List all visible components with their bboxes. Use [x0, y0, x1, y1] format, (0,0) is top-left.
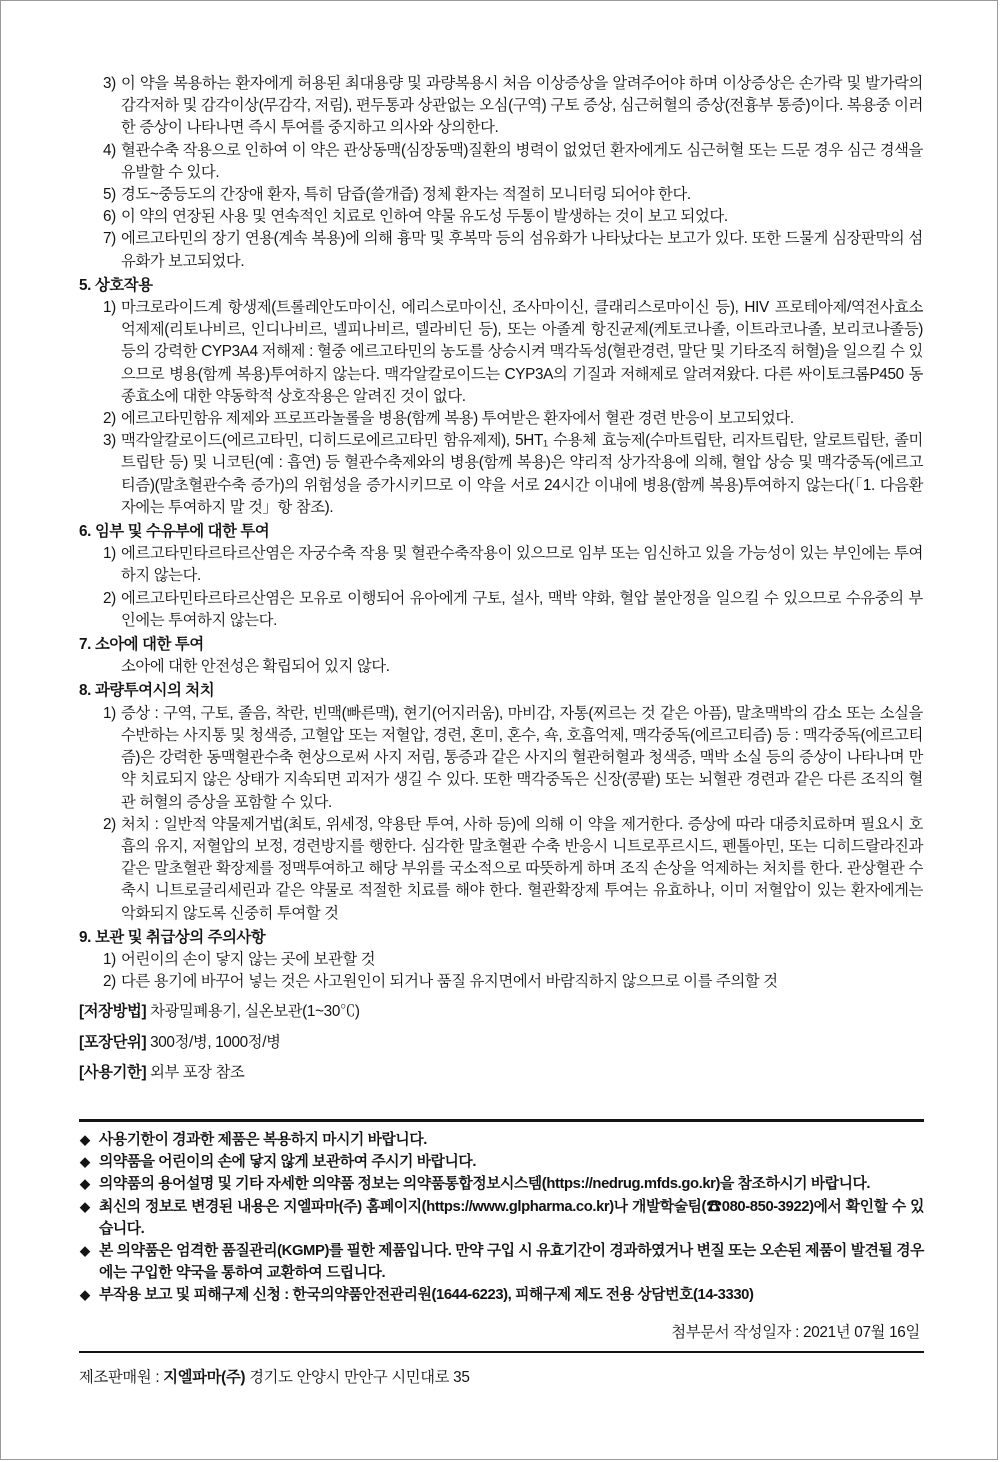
- notices: [79, 1129, 924, 1307]
- interaction-text: 에르고타민함유 제제와 프로프라놀롤을 병용(함께 복용) 투여받은 환자에서 혈관 경련 반응이 보고되었다.: [121, 410, 794, 428]
- section-heading-interactions: 5. 상호작용: [79, 276, 153, 294]
- expiry-label: [사용기한]: [79, 1063, 147, 1081]
- notice-item: ◆ 의약품을 어린이의 손에 닿지 않게 보관하여 주시기 바랍니다.: [79, 1151, 924, 1173]
- diamond-bullet-icon: ◆: [80, 1176, 90, 1192]
- notice-item: ◆ 사용기한이 경과한 제품은 복용하지 마시기 바랍니다.: [79, 1129, 924, 1151]
- pregnancy-text: 에르고타민타르타르산염은 모유로 이행되어 유아에게 구토, 설사, 맥박 약화, 혈압 불안정을 일으킬 수 있으므로 수유중의 부인에는 투여하지 않는다.: [121, 589, 923, 629]
- diamond-bullet-icon: ◆: [80, 1154, 90, 1170]
- interaction-item-1: 1) 마크로라이드계 항생제(트롤레안도마이신, 에리스로마이신, 조사마이신, 클래리스로마이신 등), HIV 프로테아제/역전사효소억제제(리토나비르, 인디나비르, 넬피나비르, 델라비딘 등), 또는 아졸계 항진균제(케토코나졸, 이트라코나졸, 보리코나졸등) 등의 강력한 CYP3A4 저해제 : 혈중 에르고타민의 농도를 상승시켜 맥각독성(혈관경련, 말단 및 기타조직 허혈)을 일으킬 수 있으므로 병용(함께 복용)투여하지 않는다. 맥각알칼로이드는 CYP3A의 기질과 저해제로 알려져왔다. 다른 싸이토크롬P450 동종효소에 대한 약동학적 상호작용은 알려진 것이 없다.: [103, 299, 923, 405]
- precaution-item-7: 7) 에르고타민의 장기 연용(계속 복용)에 의해 흉막 및 후복막 등의 섬유화가 나타났다는 보고가 있다. 또한 드물게 심장판막의 섬유화가 보고되었다.: [103, 230, 923, 270]
- precaution-text: 이 약의 연장된 사용 및 연속적인 치료로 인하여 약물 유도성 두통이 발생하는 것이 보고 되었다.: [121, 208, 728, 226]
- interaction-text: 마크로라이드계 항생제(트롤레안도마이신, 에리스로마이신, 조사마이신, 클래리스로마이신 등), HIV 프로테아제/역전사효소억제제(리토나비르, 인디나비르, 넬피나비르, 델라비딘 등), 또는 아졸계 항진균제(케토코나졸, 이트라코나졸, 보리코나졸등) 등의 강력한 CYP3A4 저해제 : 혈중 에르고타민의 농도를 상승시켜 맥각독성(혈관경련, 말단 및 기타조직 허혈)을 일으킬 수 있으므로 병용(함께 복용)투여하지 않는다. 맥각알칼로이드는 CYP3A의 기질과 저해제로 알려져왔다. 다른 싸이토크롬P450 동종효소에 대한 약동학적 상호작용은 알려진 것이 없다.: [121, 299, 923, 405]
- manufacturer-company: 지엘파마(주): [163, 1369, 246, 1386]
- precaution-text: 혈관수축 작용으로 인하여 이 약은 관상동맥(심장동맥)질환의 병력이 없었던 환자에게도 심근허혈 또는 드문 경우 심근 경색을 유발할 수 있다.: [121, 141, 923, 181]
- overdose-item-2: 2) 처치 : 일반적 약물제거법(최토, 위세정, 약용탄 투여, 사하 등)에 의해 이 약을 제거한다. 증상에 따라 대증치료하며 필요시 호흡의 유지, 저혈압의 보정, 경련방지를 행한다. 심각한 말초혈관 수축 반응시 니트로푸르시드, 펜톨아민, 또는 디히드랄라진과 같은 말초혈관 확장제를 정맥투여하고 해당 부위를 국소적으로 따뜻하게 하며 조직 손상을 억제하는 처치를 한다. 관상혈관 수축시 니트로글리세린과 같은 약물로 적절한 치료를 해야 한다. 혈관확장제 투여는 유효하나, 이미 저혈압이 있는 환자에게는 악화되지 않도록 신중히 투여할 것: [103, 815, 923, 922]
- expiry: [79, 1062, 923, 1084]
- notice-item: ◆ 부작용 보고 및 피해구제 신청 : 한국의약품안전관리원(1644-6223), 피해구제 제도 전용 상담번호(14-3330): [79, 1284, 924, 1306]
- package-unit-label: [포장단위]: [79, 1033, 147, 1051]
- storage-item-2: 2) 다른 용기에 바꾸어 넣는 것은 사고원인이 되거나 품질 유지면에서 바람직하지 않으므로 이를 주의할 것: [103, 973, 778, 991]
- manufacturer-label: 제조판매원 :: [79, 1369, 160, 1386]
- manufacturer-address: 경기도 안양시 만안구 시민대로 35: [249, 1369, 470, 1386]
- notice-item: ◆ 본 의약품은 엄격한 품질관리(KGMP)를 필한 제품입니다. 만약 구입 시 유효기간이 경과하였거나 변질 또는 오손된 제품이 발견될 경우에는 구입한 약국을 통하여 교환하여 드립니다.: [79, 1240, 924, 1284]
- storage-method: [79, 1001, 923, 1023]
- section-heading-pediatric: 7. 소아에 대한 투여: [79, 636, 204, 654]
- storage-text: 다른 용기에 바꾸어 넣는 것은 사고원인이 되거나 품질 유지면에서 바람직하지 않으므로 이를 주의할 것: [121, 973, 778, 991]
- diamond-bullet-icon: ◆: [80, 1132, 90, 1147]
- package-unit: [79, 1032, 923, 1054]
- document-date: 첨부문서 작성일자 : 2021년 07월 16일: [671, 1324, 920, 1341]
- diamond-bullet-icon: ◆: [80, 1198, 90, 1214]
- notice-item: ◆ 최신의 정보로 변경된 내용은 지엘파마(주) 홈페이지(https://www.glpharma.co.kr)나 개발학술팀(☎080-850-3922)에서 확인할 수 있습니다.: [79, 1196, 924, 1240]
- overdose-item-1: 1) 증상 : 구역, 구토, 졸음, 착란, 빈맥(빠른맥), 현기(어지러움), 마비감, 자통(찌르는 것 같은 아픔), 말초맥박의 감소 또는 소실을 수반하는 사지통 및 청색증, 고혈압 또는 저혈압, 경련, 혼미, 혼수, 쇽, 호흡억제, 맥각중독(에르고티즘) 등 : 맥각중독(에르고티즘)은 강력한 동맥혈관수축 현상으로써 사지 저림, 통증과 같은 사지의 혈관허혈과 청색증, 맥박 소실 등의 증상이 나타나며 만약 치료되지 않은 상태가 지속되면 괴저가 생길 수 있다. 또한 맥각중독은 신장(콩팥) 또는 뇌혈관 경련과 같은 다른 조직의 혈관 허혈의 증상을 포함할 수 있다.: [103, 704, 923, 811]
- overdose-text: 증상 : 구역, 구토, 졸음, 착란, 빈맥(빠른맥), 현기(어지러움), 마비감, 자통(찌르는 것 같은 아픔), 말초맥박의 감소 또는 소실을 수반하는 사지통 및 청색증, 고혈압 또는 저혈압, 경련, 혼미, 혼수, 쇽, 호흡억제, 맥각중독(에르고티즘) 등 : 맥각중독(에르고티즘)은 강력한 동맥혈관수축 현상으로써 사지 저림, 통증과 같은 사지의 혈관허혈과 청색증, 맥박 소실 등의 증상이 나타나며 만약 치료되지 않은 상태가 지속되면 괴저가 생길 수 있다. 또한 맥각중독은 신장(콩팥) 또는 뇌혈관 경련과 같은 다른 조직의 혈관 허혈의 증상을 포함할 수 있다.: [121, 704, 923, 811]
- interaction-text: 맥각알칼로이드(에르고타민, 디히드로에르고타민 함유제제), 5HT₁ 수용체 효능제(수마트립탄, 리자트립탄, 알로트립탄, 졸미트립탄 등) 및 니코틴(예 : 흡연) 등 혈관수축제와의 병용(함께 복용)은 약리적 상가작용에 의해, 혈압 상승 및 맥각중독(에르고티즘)(말초혈관수축 증가)의 위험성을 증가시키므로 이 약을 서로 24시간 이내에 병용(함께 복용)투여하지 않는다(「1. 다음환자에는 투여하지 말 것」항 참조).: [121, 432, 923, 516]
- interaction-item-2: 2) 에르고타민함유 제제와 프로프라놀롤을 병용(함께 복용) 투여받은 환자에서 혈관 경련 반응이 보고되었다.: [103, 410, 794, 428]
- package-unit-value: 300정/병, 1000정/병: [150, 1033, 281, 1051]
- diamond-bullet-icon: ◆: [80, 1243, 90, 1259]
- storage-item-1: 1) 어린이의 손이 닿지 않는 곳에 보관할 것: [103, 950, 376, 968]
- section-heading-overdose: 8. 과량투여시의 처치: [79, 682, 215, 700]
- storage-text: 어린이의 손이 닿지 않는 곳에 보관할 것: [121, 950, 376, 968]
- precaution-text: 이 약을 복용하는 환자에게 허용된 최대용량 및 과량복용시 처음 이상증상을 알려주어야 하며 이상증상은 손가락 및 발가락의 감각저하 및 감각이상(무감각, 저림), 편두통과 상관없는 오심(구역) 구토 증상, 심근허혈의 증상(전흉부 통증)이다. 복용중 이러한 증상이 나타나면 즉시 투여를 중지하고 의사와 상의한다.: [121, 75, 923, 137]
- precaution-item-6: 6) 이 약의 연장된 사용 및 연속적인 치료로 인하여 약물 유도성 두통이 발생하는 것이 보고 되었다.: [103, 208, 728, 226]
- section-divider-top: [79, 1119, 924, 1122]
- section-divider-bottom: [79, 1351, 924, 1353]
- document-body: [79, 73, 923, 1084]
- overdose-text: 처치 : 일반적 약물제거법(최토, 위세정, 약용탄 투여, 사하 등)에 의해 이 약을 제거한다. 증상에 따라 대증치료하며 필요시 호흡의 유지, 저혈압의 보정, 경련방지를 행한다. 심각한 말초혈관 수축 반응시 니트로푸르시드, 펜톨아민, 또는 디히드랄라진과 같은 말초혈관 확장제를 정맥투여하고 해당 부위를 국소적으로 따뜻하게 하며 조직 손상을 억제하는 처치를 한다. 관상혈관 수축시 니트로글리세린과 같은 약물로 적절한 치료를 해야 한다. 혈관확장제 투여는 유효하나, 이미 저혈압이 있는 환자에게는 악화되지 않도록 신중히 투여할 것: [121, 815, 923, 922]
- precaution-item-3: 3) 이 약을 복용하는 환자에게 허용된 최대용량 및 과량복용시 처음 이상증상을 알려주어야 하며 이상증상은 손가락 및 발가락의 감각저하 및 감각이상(무감각, 저림), 편두통과 상관없는 오심(구역) 구토 증상, 심근허혈의 증상(전흉부 통증)이다. 복용중 이러한 증상이 나타나면 즉시 투여를 중지하고 의사와 상의한다.: [103, 75, 923, 137]
- manufacturer: [79, 1365, 470, 1387]
- pregnancy-item-2: 2) 에르고타민타르타르산염은 모유로 이행되어 유아에게 구토, 설사, 맥박 약화, 혈압 불안정을 일으킬 수 있으므로 수유중의 부인에는 투여하지 않는다.: [103, 589, 923, 629]
- diamond-bullet-icon: ◆: [80, 1287, 90, 1303]
- interaction-item-3: 3) 맥각알칼로이드(에르고타민, 디히드로에르고타민 함유제제), 5HT₁ 수용체 효능제(수마트립탄, 리자트립탄, 알로트립탄, 졸미트립탄 등) 및 니코틴(예 : 흡연) 등 혈관수축제와의 병용(함께 복용)은 약리적 상가작용에 의해, 혈압 상승 및 맥각중독(에르고티즘)(말초혈관수축 증가)의 위험성을 증가시키므로 이 약을 서로 24시간 이내에 병용(함께 복용)투여하지 않는다(「1. 다음환자에는 투여하지 말 것」항 참조).: [103, 432, 923, 516]
- notice-item: ◆ 의약품의 용어설명 및 기타 자세한 의약품 정보는 의약품통합정보시스템(https://nedrug.mfds.go.kr)을 참조하시기 바랍니다.: [79, 1173, 924, 1195]
- precaution-text: 에르고타민의 장기 연용(계속 복용)에 의해 흉막 및 후복막 등의 섬유화가 나타났다는 보고가 있다. 또한 드물게 심장판막의 섬유화가 보고되었다.: [121, 230, 923, 270]
- precaution-item-5: 5) 경도~중등도의 간장애 환자, 특히 담즙(쓸개즙) 정체 환자는 적절히 모니터링 되어야 한다.: [103, 186, 691, 204]
- section-heading-storage: 9. 보관 및 취급상의 주의사항: [79, 928, 266, 946]
- pregnancy-item-1: 1) 에르고타민타르타르산염은 자궁수축 작용 및 혈관수축작용이 있으므로 임부 또는 임신하고 있을 가능성이 있는 부인에는 투여하지 않는다.: [103, 545, 923, 585]
- section-heading-pregnancy: 6. 임부 및 수유부에 대한 투여: [79, 523, 270, 541]
- precaution-text: 경도~중등도의 간장애 환자, 특히 담즙(쓸개즙) 정체 환자는 적절히 모니터링 되어야 한다.: [121, 186, 691, 204]
- pediatric-text: 소아에 대한 안전성은 확립되어 있지 않다.: [121, 658, 390, 676]
- storage-method-label: [저장방법]: [79, 1003, 147, 1021]
- pregnancy-text: 에르고타민타르타르산염은 자궁수축 작용 및 혈관수축작용이 있으므로 임부 또는 임신하고 있을 가능성이 있는 부인에는 투여하지 않는다.: [121, 545, 923, 585]
- storage-method-value: 차광밀폐용기, 실온보관(1~30℃): [150, 1003, 360, 1021]
- precaution-item-4: 4) 혈관수축 작용으로 인하여 이 약은 관상동맥(심장동맥)질환의 병력이 없었던 환자에게도 심근허혈 또는 드문 경우 심근 경색을 유발할 수 있다.: [103, 141, 923, 181]
- expiry-value: 외부 포장 참조: [150, 1063, 245, 1081]
